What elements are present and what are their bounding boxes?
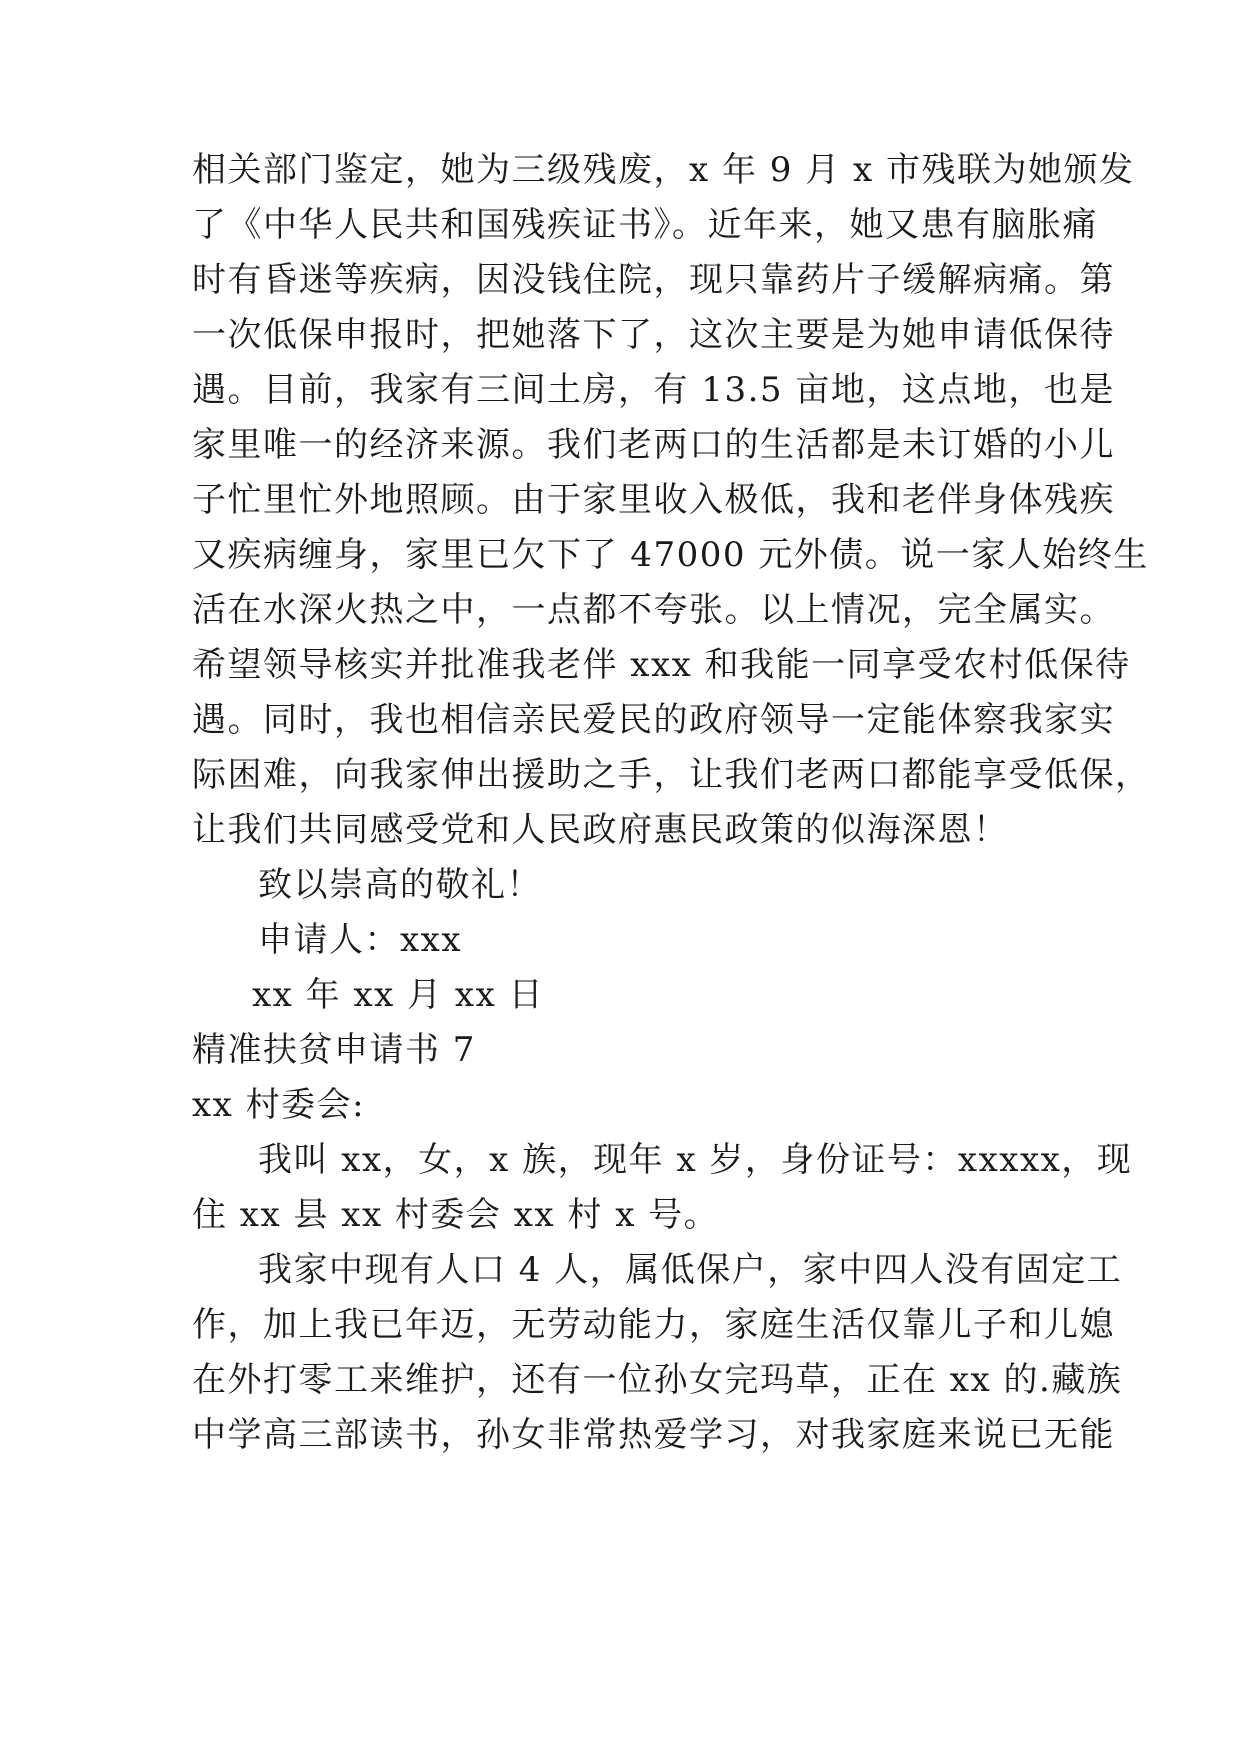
- addressee: xx 村委会:: [192, 1085, 366, 1125]
- body-line: 时有昏迷等疾病，因没钱住院，现只靠药片子缓解病痛。第: [192, 260, 1115, 300]
- body-line: 活在水深火热之中，一点都不夸张。以上情况，完全属实。: [192, 590, 1115, 630]
- body-line: 家里唯一的经济来源。我们老两口的生活都是未订婚的小儿: [192, 425, 1115, 465]
- body-line: 遇。目前，我家有三间土房，有 13.5 亩地，这点地，也是: [192, 370, 1115, 410]
- body-line: 际困难，向我家伸出援助之手，让我们老两口都能享受低保，: [192, 755, 1151, 795]
- body-line: 一次低保申报时，把她落下了，这次主要是为她申请低保待: [192, 315, 1115, 355]
- body-line: 了《中华人民共和国残疾证书》。近年来，她又患有脑胀痛: [192, 205, 1098, 245]
- paragraph-line: 我叫 xx，女，x 族，现年 x 岁，身份证号：xxxxx，现: [258, 1140, 1133, 1180]
- paragraph-line: 我家中现有人口 4 人，属低保户，家中四人没有固定工: [258, 1250, 1123, 1290]
- body-line: 相关部门鉴定，她为三级残废，x 年 9 月 x 市残联为她颁发: [192, 150, 1135, 190]
- body-line: 子忙里忙外地照顾。由于家里收入极低，我和老伴身体残疾: [192, 480, 1115, 520]
- paragraph-line: 在外打零工来维护，还有一位孙女完玛草，正在 xx 的.藏族: [192, 1360, 1123, 1400]
- body-line: 遇。同时，我也相信亲民爱民的政府领导一定能体察我家实: [192, 700, 1115, 740]
- date-line: xx 年 xx 月 xx 日: [252, 975, 545, 1015]
- body-line: 希望领导核实并批准我老伴 xxx 和我能一同享受农村低保待: [192, 645, 1131, 685]
- paragraph-line: 中学高三部读书，孙女非常热爱学习，对我家庭来说已无能: [192, 1415, 1115, 1455]
- paragraph-line: 作，加上我已年迈，无劳动能力，家庭生活仅靠儿子和儿媳: [192, 1305, 1115, 1345]
- paragraph-line: 住 xx 县 xx 村委会 xx 村 x 号。: [192, 1195, 720, 1235]
- applicant-signature: 申请人：xxx: [258, 920, 463, 960]
- body-line: 让我们共同感受党和人民政府惠民政策的似海深恩！: [192, 810, 1009, 850]
- closing-salutation: 致以崇高的敬礼！: [258, 865, 542, 905]
- section-heading: 精准扶贫申请书 7: [192, 1030, 476, 1070]
- body-line: 又疾病缠身，家里已欠下了 47000 元外债。说一家人始终生: [192, 535, 1149, 575]
